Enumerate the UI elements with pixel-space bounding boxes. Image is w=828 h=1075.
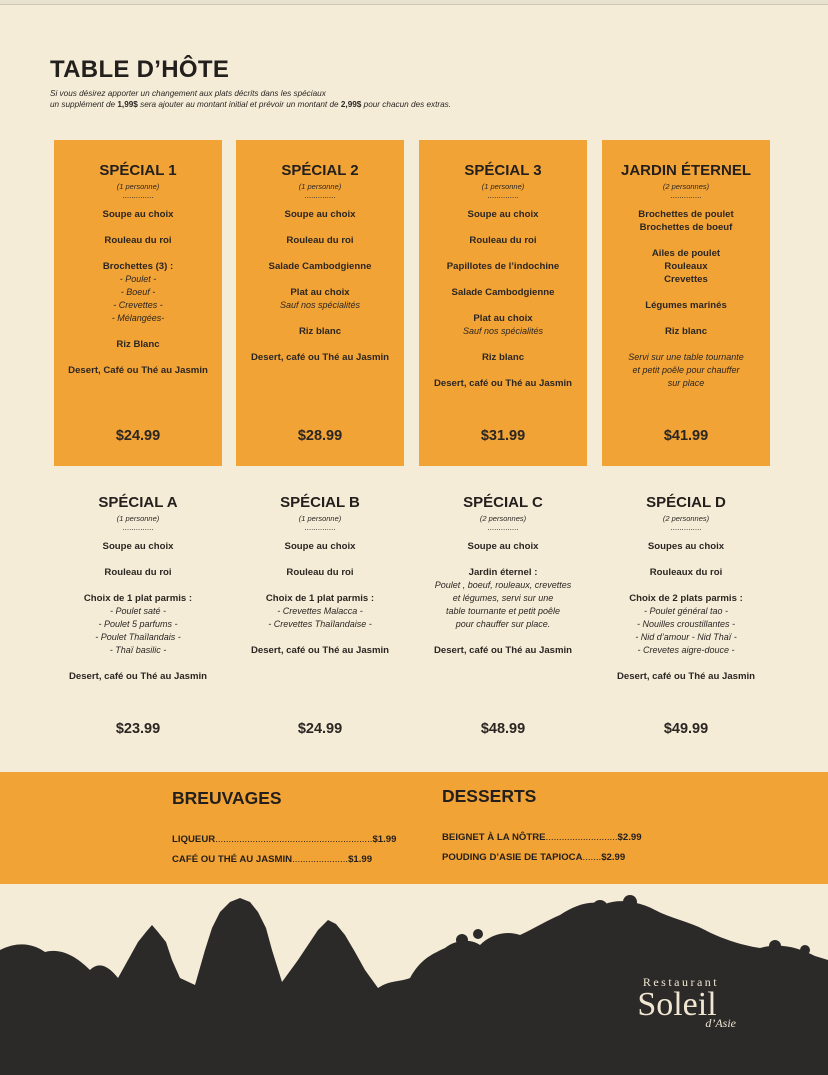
item-title: Riz blanc [481, 352, 525, 363]
item-detail: - Poulet Thaïlandais - [95, 632, 181, 642]
special-persons: (2 personnes) [662, 514, 710, 523]
special-item [419, 260, 587, 273]
special-card [602, 472, 770, 762]
item-line: Brochettes de poulet [638, 209, 734, 220]
item-line: Crevettes [664, 274, 708, 285]
drinks-desserts-band [0, 772, 828, 884]
item-detail: - Crevettes - [113, 300, 163, 310]
item-detail: et légumes, servi sur une [452, 593, 554, 603]
item-title: Choix de 2 plats parmis : [629, 593, 743, 604]
dessert-row: BEIGNET À LA NÔTRE...........................$2.99 [442, 832, 642, 843]
item-detail: - Poulet saté - [109, 606, 167, 616]
item-detail: sur place [667, 378, 705, 388]
special-item [602, 670, 770, 683]
desserts-title: DESSERTS [442, 786, 537, 806]
item-detail: - Nouilles croustillantes - [636, 619, 736, 629]
item-detail: - Poulet général tao - [643, 606, 729, 616]
special-item [54, 208, 222, 221]
special-price: $41.99 [663, 428, 709, 444]
special-price: $23.99 [115, 721, 161, 737]
logo-line-1: Restaurant [642, 975, 720, 989]
special-item [54, 234, 222, 247]
item-title: Desert, café ou Thé au Jasmin [250, 352, 390, 363]
item-detail: pour chauffer sur place. [455, 619, 551, 629]
special-item [236, 234, 404, 247]
special-price: $24.99 [115, 428, 161, 444]
special-price: $49.99 [663, 721, 709, 737]
item-title: Soupe au choix [102, 209, 174, 220]
special-item [236, 325, 404, 338]
separator-dots: .............. [487, 191, 519, 200]
item-line: Brochettes de boeuf [639, 222, 733, 233]
item-title: Desert, café ou Thé au Jasmin [433, 645, 573, 656]
item-title: Rouleau du roi [104, 235, 172, 246]
special-name: SPÉCIAL B [280, 494, 360, 511]
item-line: Ailes de poulet [651, 248, 721, 259]
item-detail: - Boeuf - [120, 287, 156, 297]
item-title: Desert, Café ou Thé au Jasmin [68, 365, 208, 376]
special-price: $48.99 [480, 721, 526, 737]
item-line: Rouleaux [664, 261, 708, 272]
special-item [236, 260, 404, 273]
item-title: Salade Cambodgienne [268, 261, 372, 272]
special-item [419, 286, 587, 299]
special-price: $31.99 [480, 428, 526, 444]
special-item [602, 592, 770, 657]
special-persons: (1 personne) [116, 514, 160, 523]
dessert-row: POUDING D’ASIE DE TAPIOCA.......$2.99 [442, 852, 626, 863]
special-name: JARDIN ÉTERNEL [620, 162, 751, 179]
special-card [602, 140, 770, 466]
separator-dots: .............. [304, 523, 336, 532]
special-item [236, 644, 404, 657]
special-item [54, 540, 222, 553]
breuvages-title: BREUVAGES [172, 788, 282, 808]
special-item [602, 299, 770, 312]
item-title: Rouleau du roi [104, 567, 172, 578]
item-detail: - Thaï basilic - [109, 645, 167, 655]
item-title: Rouleaux du roi [649, 567, 723, 578]
item-title: Riz Blanc [116, 339, 160, 350]
special-persons: (2 personnes) [479, 514, 527, 523]
special-name: SPÉCIAL 1 [99, 162, 177, 179]
special-item [236, 592, 404, 631]
item-detail: table tournante et petit poêle [445, 606, 561, 616]
separator-dots: .............. [122, 523, 154, 532]
special-item [419, 377, 587, 390]
special-item [236, 208, 404, 221]
special-card [54, 140, 222, 466]
item-detail: Servi sur une table tournante [628, 352, 744, 362]
special-item [54, 364, 222, 377]
special-card [54, 472, 222, 762]
special-name: SPÉCIAL 2 [281, 162, 359, 179]
special-item [54, 670, 222, 683]
item-title: Soupe au choix [467, 541, 539, 552]
separator-dots: .............. [670, 191, 702, 200]
special-name: SPÉCIAL 3 [464, 162, 542, 179]
special-item [54, 338, 222, 351]
restaurant-logo [612, 975, 742, 1045]
item-detail: - Crevetes aigre-douce - [637, 645, 735, 655]
special-persons: (2 personnes) [662, 182, 710, 191]
special-card [419, 140, 587, 466]
item-title: Soupe au choix [284, 541, 356, 552]
special-price: $24.99 [297, 721, 343, 737]
special-card [236, 140, 404, 466]
note-line-2: un supplément de 1,99$ sera ajouter au montant initial et prévoir un montant de 2,99$ pour chacun des extras. [50, 100, 452, 109]
item-title: Rouleau du roi [286, 567, 354, 578]
item-title: Desert, café ou Thé au Jasmin [250, 645, 390, 656]
special-item [602, 325, 770, 338]
item-title: Soupe au choix [467, 209, 539, 220]
special-item [54, 260, 222, 325]
item-title: Rouleau du roi [469, 235, 537, 246]
top-edge [0, 0, 828, 5]
special-item [419, 234, 587, 247]
item-detail: - Mélangées- [111, 313, 165, 323]
special-persons: (1 personne) [116, 182, 160, 191]
item-title: Soupe au choix [284, 209, 356, 220]
item-title: Plat au choix [473, 313, 533, 324]
special-item [602, 540, 770, 553]
item-title: Choix de 1 plat parmis : [83, 593, 193, 604]
breuvage-row: LIQUEUR...........................................................$1.99 [172, 834, 397, 845]
separator-dots: .............. [670, 523, 702, 532]
special-item [236, 286, 404, 312]
special-item [236, 351, 404, 364]
special-item [602, 351, 770, 390]
special-item [419, 208, 587, 221]
item-title: Rouleau du roi [286, 235, 354, 246]
special-item [419, 540, 587, 553]
special-item [602, 247, 770, 286]
logo-line-3: d’Asie [705, 1016, 736, 1030]
special-item [236, 540, 404, 553]
item-detail: - Nid d’amour - Nid Thaï - [635, 632, 737, 642]
item-title: Riz blanc [298, 326, 342, 337]
special-card [419, 472, 587, 762]
special-item [602, 566, 770, 579]
item-title: Brochettes (3) : [102, 261, 174, 272]
special-item [419, 644, 587, 657]
special-name: SPÉCIAL A [98, 494, 178, 511]
separator-dots: .............. [487, 523, 519, 532]
special-persons: (1 personne) [481, 182, 525, 191]
special-item [419, 351, 587, 364]
note-line-1: Si vous désirez apporter un changement aux plats décrits dans les spéciaux [50, 89, 326, 98]
special-card [236, 472, 404, 762]
special-name: SPÉCIAL D [646, 494, 726, 511]
item-title: Légumes marinés [645, 300, 727, 311]
item-title: Jardin éternel : [468, 567, 538, 578]
item-detail: - Poulet - [119, 274, 157, 284]
item-title: Desert, café ou Thé au Jasmin [68, 671, 208, 682]
item-title: Desert, café ou Thé au Jasmin [433, 378, 573, 389]
item-title: Salade Cambodgienne [451, 287, 555, 298]
breuvage-row: CAFÉ OU THÉ AU JASMIN.....................$1.99 [172, 854, 373, 865]
item-detail: et petit poêle pour chauffer [632, 365, 740, 375]
item-detail: - Crevettes Malacca - [277, 606, 363, 616]
item-title: Riz blanc [664, 326, 708, 337]
logo-line-2: Soleil [637, 986, 717, 1023]
special-price: $28.99 [297, 428, 343, 444]
special-name: SPÉCIAL C [463, 494, 543, 511]
item-title: Choix de 1 plat parmis : [265, 593, 375, 604]
separator-dots: .............. [304, 191, 336, 200]
special-persons: (1 personne) [298, 182, 342, 191]
item-title: Desert, café ou Thé au Jasmin [616, 671, 756, 682]
item-title: Soupes au choix [647, 541, 725, 552]
special-item [236, 566, 404, 579]
special-item [54, 592, 222, 657]
separator-dots: .............. [122, 191, 154, 200]
special-persons: (1 personne) [298, 514, 342, 523]
supplement-note [50, 88, 451, 110]
page-title: TABLE D’HÔTE [50, 56, 230, 83]
item-title: Plat au choix [290, 287, 350, 298]
item-detail: Sauf nos spécialités [462, 326, 544, 336]
special-item [419, 566, 587, 631]
special-item [54, 566, 222, 579]
special-item [419, 312, 587, 338]
item-detail: - Crevettes Thaïlandaise - [268, 619, 372, 629]
special-item [602, 208, 770, 234]
item-detail: Sauf nos spécialités [279, 300, 361, 310]
item-detail: Poulet , boeuf, rouleaux, crevettes [434, 580, 572, 590]
item-title: Papillotes de l’indochine [446, 261, 560, 272]
item-title: Soupe au choix [102, 541, 174, 552]
item-detail: - Poulet 5 parfums - [98, 619, 178, 629]
